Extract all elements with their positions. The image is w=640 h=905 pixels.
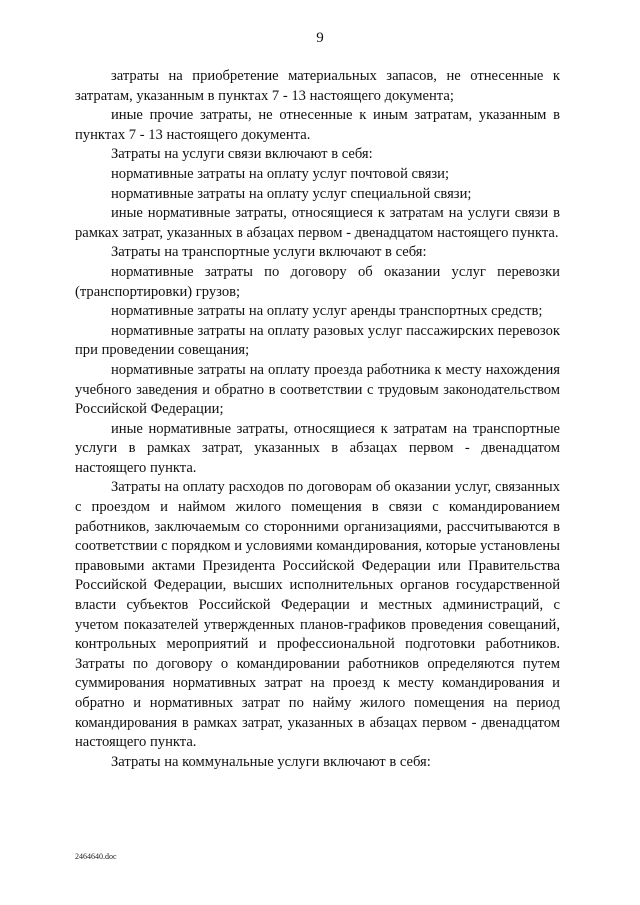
paragraph: Затраты на коммунальные услуги включают в себя: [111,753,431,770]
paragraph: иные прочие затраты, не отнесенные к иным затратам, указанным в пунктах 7 - 13 настоящего документа. [75,107,560,143]
paragraph: иные нормативные затраты, относящиеся к затратам на услуги связи в рамках затрат, указанных в абзацах первом - двенадцатом настоящего пункта. [75,205,560,241]
paragraph: нормативные затраты по договору об оказании услуг перевозки (транспортировки) грузов; [75,263,560,300]
paragraph: нормативные затраты на оплату услуг почтовой связи; [111,165,450,182]
footer-file-code: 2464640.doc [75,852,117,861]
paragraph: Затраты на услуги связи включают в себя: [111,146,373,163]
document-body [75,67,560,772]
paragraph: затраты на приобретение материальных запасов, не отнесенные к затратам, указанным в пунктах 7 - 13 настоящего документа; [75,68,560,104]
paragraph: нормативные затраты на оплату проезда работника к месту нахождения учебного заведения и обратно в соответствии с трудовым законодательством Российской Федерации; [75,361,560,418]
paragraph: Затраты на транспортные услуги включают в себя: [111,244,427,261]
paragraph: Затраты на оплату расходов по договорам об оказании услуг, связанных с проездом и наймом жилого помещения в связи с командированием работников, заключаемым со сторонними организациями, рассчитываются в соответствии с порядком и условиями командирования, которые установлены правовыми актами Президента Российской Федерации или Правительства Российской Федерации, высших исполнительных органов государственной власти субъектов Российской Федерации и местных администраций, с учетом показателей утвержденных планов-графиков проведения совещаний, контрольных мероприятий и профессиональной подготовки работников. Затраты по договору о командировании работников определяются путем суммирования нормативных затрат на проезд к месту командирования и обратно и нормативных затрат по найму жилого помещения на период командирования в рамках затрат, указанных в абзацах первом - двенадцатом настоящего пункта. [75,479,560,751]
paragraph: иные нормативные затраты, относящиеся к затратам на транспортные услуги в рамках затрат, указанных в абзацах первом - двенадцатом настоящего пункта. [75,420,560,476]
page-number: 9 [316,30,324,46]
paragraph: нормативные затраты на оплату разовых услуг пассажирских перевозок при проведении совещания; [75,322,560,359]
paragraph: нормативные затраты на оплату услуг аренды транспортных средств; [111,303,543,320]
paragraph: нормативные затраты на оплату услуг специальной связи; [111,185,472,202]
